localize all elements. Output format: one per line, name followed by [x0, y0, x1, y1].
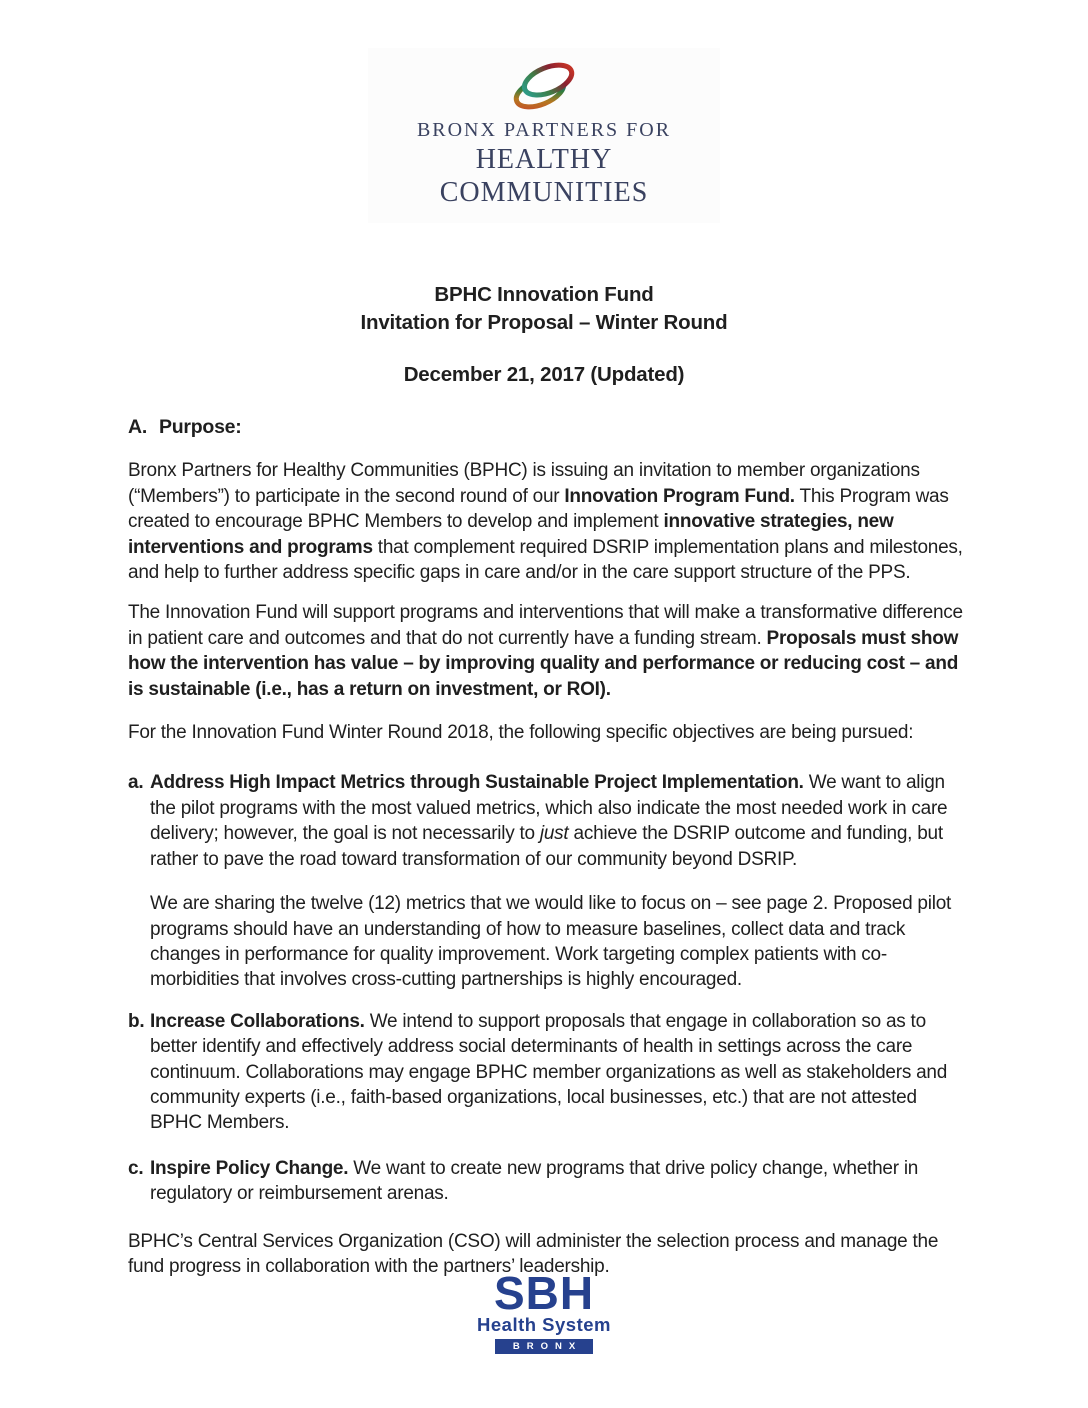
sbh-wordmark: SBH: [493, 1267, 595, 1319]
paragraph-intro: Bronx Partners for Healthy Communities (BPHC) is issuing an invitation to member organizations (“Members”) to participate in the second round of our Innovation Program Fund. This Program was created to encourage BPHC Members to develop and implement innovative strategies, new interventions and programs that complement required DSRIP implementation plans and milestones, and help to further address specific gaps in care and/or in the care support structure of the PPS.: [128, 460, 963, 584]
list-item-b: [128, 1009, 966, 1136]
sbh-health-system-label: Health System: [477, 1314, 611, 1335]
sbh-logo: [0, 1267, 1088, 1354]
list-item-b-marker: b.: [128, 1010, 145, 1032]
list-item-a-marker: a.: [128, 772, 144, 794]
list-item-c-marker: c.: [128, 1157, 144, 1179]
paragraph-closing: BPHC’s Central Services Organization (CSO) will administer the selection process and manage the fund progress in collaboration with the partners’ leadership.: [128, 1230, 939, 1277]
title-line1: BPHC Innovation Fund: [434, 283, 654, 306]
bphc-rings-icon: [504, 60, 584, 112]
bphc-logo-text-line1: BRONX PARTNERS FOR: [416, 119, 672, 141]
document-title: [0, 281, 1088, 337]
list-item-a-text: Address High Impact Metrics through Sustainable Project Implementation. We want to align the pilot programs with the most valued metrics, which also indicate the most needed work in care delivery; however, the goal is not necessarily to just achieve the DSRIP outcome and funding, but rather to pave the road toward transformation of our community beyond DSRIP.: [150, 772, 948, 870]
list-item-a: [128, 770, 966, 872]
list-item-c-text: Inspire Policy Change. We want to create new programs that drive policy change, whether in regulatory or reimbursement arenas.: [150, 1157, 919, 1205]
list-item-a-continued: [128, 891, 966, 993]
paragraph-objectives-lead: For the Innovation Fund Winter Round 2018, the following specific objectives are being pursued:: [128, 722, 914, 744]
bphc-logo-text-line2: HEALTHY COMMUNITIES: [439, 144, 649, 208]
list-item-a2-text: We are sharing the twelve (12) metrics that we would like to focus on – see page 2. Proposed pilot programs should have an understanding of how to measure baselines, collect data and track changes in performance for quality improvement. Work targeting complex patients with co-morbidities that involves cross-cutting partnerships is highly encouraged.: [150, 893, 952, 991]
paragraph-fund-support: The Innovation Fund will support programs and interventions that will make a transformative difference in patient care and outcomes and that do not currently have a funding stream. Proposals must show how the intervention has value – by improving quality and performance or reducing cost – and is sustainable (i.e., has a return on investment, or ROI).: [128, 602, 963, 700]
document-date: December 21, 2017 (Updated): [403, 363, 685, 386]
section-a-title: Purpose:: [159, 416, 242, 438]
list-item-b-text: Increase Collaborations. We intend to support proposals that engage in collaboration so as to better identify and effectively address social determinants of health in settings across the care continuum. Collaborations may engage BPHC member organizations as well as stakeholders and community experts (i.e., faith-based organizations, local businesses, etc.) that are not attested BPHC Members.: [150, 1010, 948, 1134]
document-body: [0, 415, 1088, 1279]
section-a-marker: A.: [128, 416, 147, 438]
title-line2: Invitation for Proposal – Winter Round: [360, 311, 728, 334]
sbh-bronx-label: BRONX: [512, 1341, 583, 1352]
section-a-heading: [128, 415, 966, 440]
list-item-c: [128, 1156, 966, 1207]
bphc-logo: [368, 48, 720, 223]
sbh-bronx-bar: [495, 1339, 593, 1354]
